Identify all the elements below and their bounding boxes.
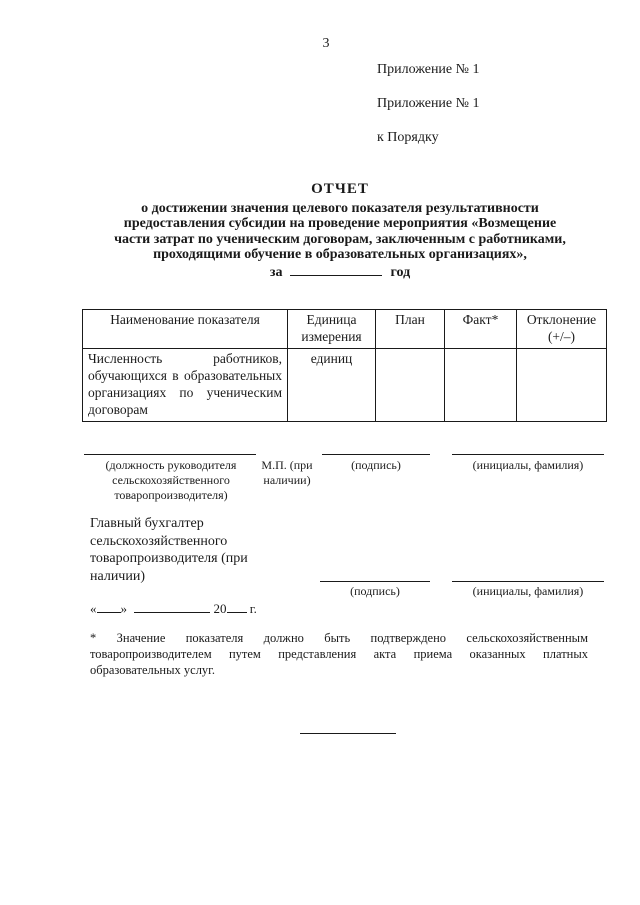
plan-cell — [376, 349, 445, 422]
chief-name-line — [452, 581, 604, 582]
fact-cell — [445, 349, 517, 422]
column-header: Единица измерения — [288, 310, 376, 349]
chief-signature-line — [320, 581, 430, 582]
year-blank — [227, 601, 247, 613]
title-line: части затрат по ученическим договорам, заключенным с работниками, — [114, 231, 566, 247]
title-line: проходящими обучение в образовательных организациях», — [153, 247, 527, 262]
table-header-row — [83, 310, 607, 349]
position-signature-line — [84, 454, 256, 455]
year-prefix: 20 — [213, 601, 227, 616]
date-open-quote: « — [90, 601, 97, 616]
indicator-table — [82, 309, 607, 422]
stamp-caption: М.П. (при наличии) — [261, 458, 313, 487]
table-row — [83, 349, 607, 422]
report-heading: ОТЧЕТ — [311, 181, 369, 197]
name-signature-line — [452, 454, 604, 455]
year-suffix: г. — [249, 601, 257, 616]
date-close-quote: » — [120, 601, 127, 616]
page-number: 3 — [322, 36, 330, 51]
chief-name-caption: (инициалы, фамилия) — [472, 584, 584, 598]
annex-label: Приложение № 1 — [377, 62, 480, 77]
period-for-word: за — [269, 264, 283, 280]
report-title — [80, 182, 600, 280]
period-line — [270, 263, 410, 281]
signature-line — [322, 454, 430, 455]
column-header: План — [376, 310, 445, 349]
unit-cell: единиц — [288, 349, 376, 422]
annex-reference: к Порядку — [377, 130, 439, 145]
column-header: Наименование показателя — [83, 310, 288, 349]
title-line: предоставления субсидии на проведение мероприятия «Возмещение — [123, 216, 557, 231]
end-rule — [300, 733, 396, 734]
period-blank — [290, 263, 382, 276]
chief-accountant-label: Главный бухгалтер сельскохозяйственного товаропроизводителя (при наличии) — [90, 516, 248, 584]
month-blank — [134, 601, 210, 613]
indicator-name-cell: Численность работников, обучающихся в образовательных организациях по ученическим договорам — [83, 349, 288, 422]
column-header: Отклонение (+/–) — [517, 310, 607, 349]
day-blank — [97, 601, 121, 613]
column-header: Факт* — [445, 310, 517, 349]
period-year-word: год — [390, 264, 411, 280]
annex-label: Приложение № 1 — [377, 96, 480, 111]
position-caption: (должность руководителя сельскохозяйственного товаропроизводителя) — [105, 458, 237, 502]
name-caption: (инициалы, фамилия) — [472, 458, 584, 472]
date-line — [90, 601, 257, 617]
title-line: о достижении значения целевого показателя результативности — [141, 200, 539, 216]
footnote: * Значение показателя должно быть подтверждено сельскохозяйственным товаропроизводителем путем представления акта приема оказанных платных образовательных услуг. — [90, 631, 588, 677]
deviation-cell — [517, 349, 607, 422]
signature-caption: (подпись) — [351, 458, 401, 472]
chief-signature-caption: (подпись) — [350, 584, 400, 598]
